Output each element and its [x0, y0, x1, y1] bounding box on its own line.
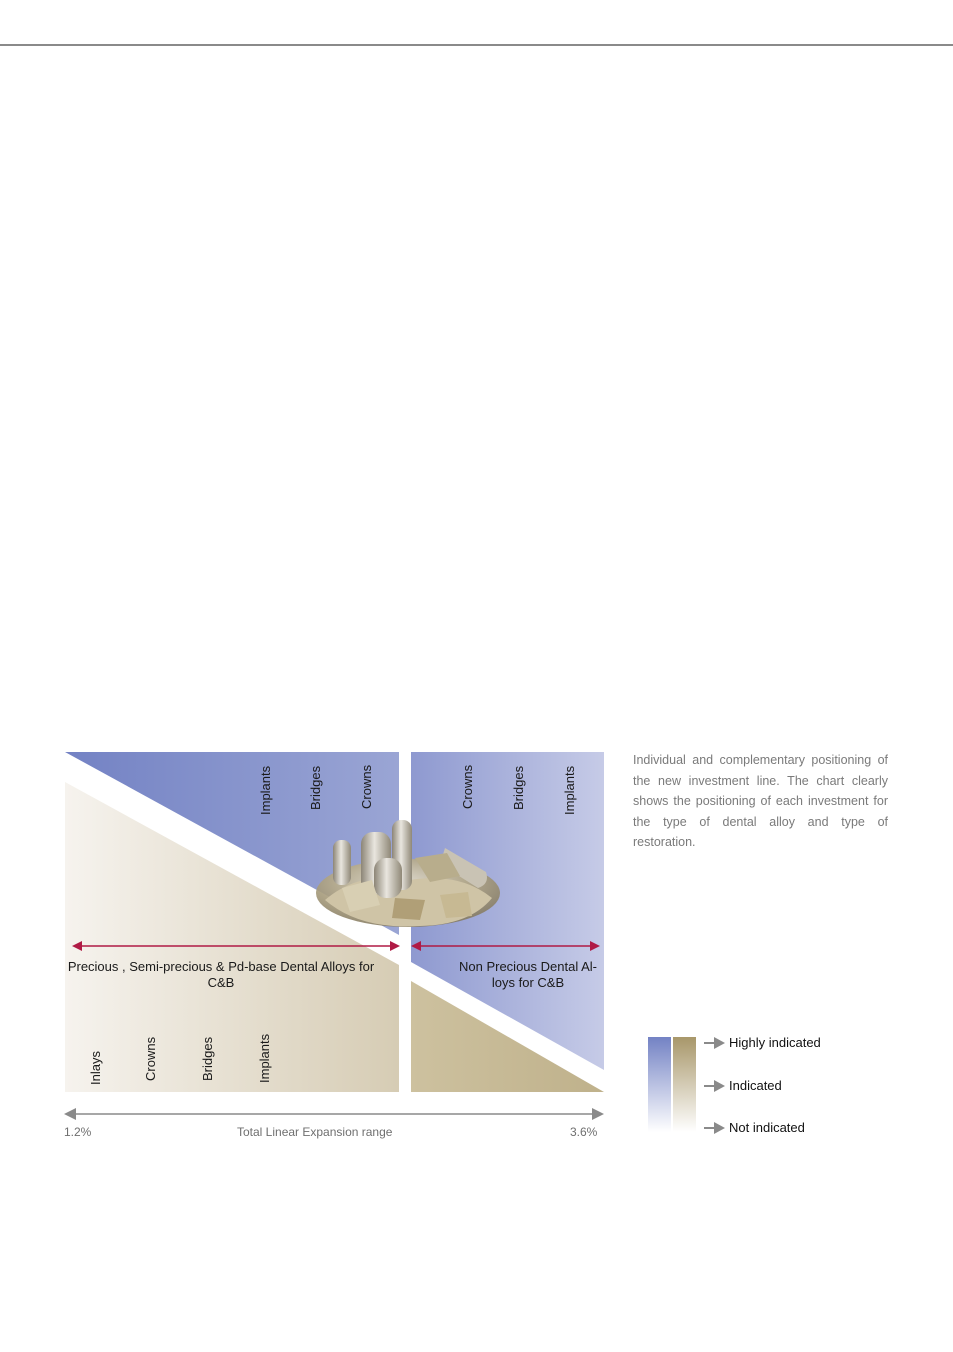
- legend-arrow-not: [704, 1122, 725, 1134]
- top-right-label-bridges: Bridges: [511, 765, 526, 810]
- top-right-label-crowns: Crowns: [460, 764, 475, 809]
- legend-arrow-indicated: [704, 1080, 725, 1092]
- right-range-label: Non Precious Dental Al-loys for C&B: [458, 959, 597, 990]
- description-paragraph: Individual and complementary positioning of the new investment line. The chart clearly shows the positioning of each investment for the type of dental alloy and type of restoration.: [633, 753, 888, 849]
- top-left-label-bridges: Bridges: [308, 765, 323, 810]
- bottom-label-implants: Implants: [257, 1033, 272, 1083]
- legend-swatch: [648, 1037, 696, 1132]
- top-left-label-implants: Implants: [258, 765, 273, 815]
- left-panel: [65, 752, 399, 1092]
- expansion-axis-arrow: [64, 1108, 604, 1120]
- axis-max-label: 3.6%: [570, 1125, 598, 1139]
- legend-arrow-highly: [704, 1037, 725, 1049]
- top-left-label-crowns: Crowns: [359, 764, 374, 809]
- legend-label-not-indicated: Not indicated: [729, 1120, 805, 1135]
- left-range-label: Precious , Semi-precious & Pd-base Dental Alloys for C&B: [67, 959, 375, 990]
- bottom-label-bridges: Bridges: [200, 1036, 215, 1081]
- axis-min-label: 1.2%: [64, 1125, 92, 1139]
- axis-title: Total Linear Expansion range: [237, 1125, 393, 1139]
- legend-label-highly-indicated: Highly indicated: [729, 1035, 821, 1050]
- bottom-label-crowns: Crowns: [143, 1036, 158, 1081]
- legend-label-indicated: Indicated: [729, 1078, 782, 1093]
- top-right-label-implants: Implants: [562, 765, 577, 815]
- bottom-label-inlays: Inlays: [88, 1051, 103, 1085]
